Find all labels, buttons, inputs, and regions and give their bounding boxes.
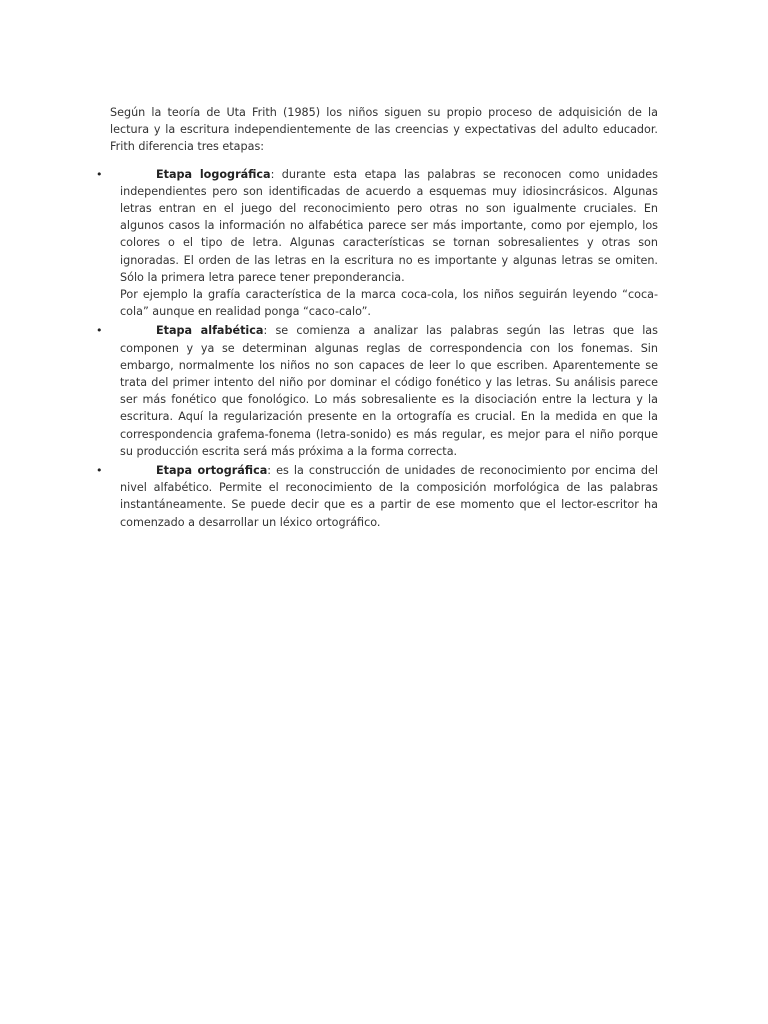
- stage-title: Etapa alfabética: [156, 324, 264, 338]
- stage-paragraph: [120, 322, 658, 460]
- stages-list: [0, 166, 658, 531]
- stage-example: Por ejemplo la grafía característica de la marca coca-cola, los niños seguirán leyendo “coca-cola” aunque en realidad ponga “caco-calo”.: [120, 288, 658, 319]
- bullet-icon: •: [96, 167, 103, 181]
- stage-description: : durante esta etapa las palabras se reconocen como unidades independientes pero son identificadas de acuerdo a esquemas muy idiosincrásicos. Algunas letras entran en el juego del reconocimiento pero otras no son igualmente cruciales. En algunos casos la información no alfabética parece ser más importante, como por ejemplo, los colores o el tipo de letra. Algunas características se tornan sobresalientes y otras son ignoradas. El orden de las letras en la escritura no es importante y algunas letras se omiten. Sólo la primera letra parece tener preponderancia.: [120, 167, 658, 284]
- intro-paragraph: Según la teoría de Uta Frith (1985) los niños siguen su propio proceso de adquisición de la lectura y la escritura independientemente de las creencias y expectativas del adulto educador. Frith diferencia tres etapas:: [110, 106, 658, 154]
- list-item-alfabetica: [0, 322, 658, 460]
- list-item-logografica: [0, 166, 658, 321]
- stage-description: : es la construcción de unidades de reconocimiento por encima del nivel alfabético. Permite el reconocimiento de la composición morfológica de las palabras instantáneamente. Se puede decir que es a partir de ese momento que el lector-escritor ha comenzado a desarrollar un léxico ortográfico.: [120, 464, 659, 529]
- stage-paragraph: [120, 462, 658, 531]
- bullet-icon: •: [96, 324, 103, 338]
- stage-title: Etapa logográfica: [156, 167, 271, 181]
- stage-description: : se comienza a analizar las palabras según las letras que las componen y ya se determinan algunas reglas de correspondencia con los fonemas. Sin embargo, normalmente los niños no son capaces de leer lo que escriben. Aparentemente se trata del primer intento del niño por dominar el código fonético y las letras. Su análisis parece ser más fonético que fonológico. Lo más sobresaliente es la disociación entre la lectura y la escritura. Aquí la regularización presente en la ortografía es crucial. En la medida en que la correspondencia grafema-fonema (letra-sonido) es más regular, es mejor para el niño porque su producción escrita será más próxima a la forma correcta.: [120, 324, 658, 458]
- stage-title: Etapa ortográfica: [156, 464, 268, 478]
- stage-paragraph: [120, 166, 658, 286]
- bullet-icon: •: [96, 464, 103, 478]
- document-body: [96, 104, 659, 533]
- list-item-ortografica: [0, 462, 658, 531]
